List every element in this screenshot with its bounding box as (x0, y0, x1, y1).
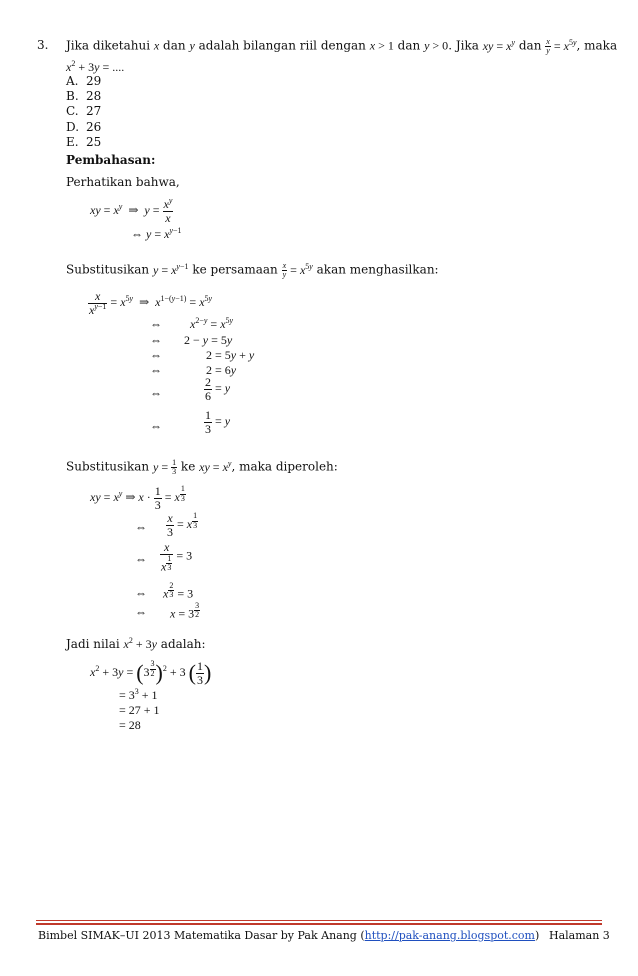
eq-block-2-rhs-7: $\frac{1}{3}$ = y (205, 408, 231, 436)
option-c: C. 27 (66, 104, 102, 119)
question-number: 3. (37, 38, 49, 52)
eq-block-3-rhs-5: x = 3 $^{\frac{3}{2}}$ (170, 601, 200, 621)
subst-1-line: Substitusikan $y = x^{y-1}$ ke persamaan $\frac{x}{y}$ = $x^{5y}$ akan menghasilkan: (66, 261, 439, 280)
question-line-1: Jika diketahui x dan y adalah bilangan riil dengan x > 1 dan y > 0. Jika xy = $x^y$ dan $\frac{x}{y}$ = $x^{5y}$, maka (66, 37, 618, 56)
final-line: Jadi nilai $x^2 + 3y$ adalah: (66, 636, 206, 651)
option-e: E. 25 (66, 134, 102, 149)
eq-block-2-rhs-3: 2 − y = 5y (184, 333, 233, 347)
footer-link[interactable]: http://pak-anang.blogspot.com (364, 929, 535, 942)
eq-block-3-rhs-2: $\frac{x}{3}$ = x $^{\frac{1}{3}}$ (167, 511, 198, 539)
eq-block-2-rhs-6: $\frac{2}{6}$ = y (205, 375, 231, 403)
solution-intro: Perhatikan bahwa, (66, 175, 180, 189)
footer-text: Bimbel SIMAK–UI 2013 Matematika Dasar by Pak Anang (http://pak-anang.blogspot.com) (38, 929, 540, 942)
eq-block-2-rhs-4: 2 = 5y + y (206, 348, 255, 362)
option-a: A. 29 (66, 74, 102, 88)
eq-block-4-line-3: = 27 + 1 (119, 703, 160, 717)
eq-block-4-line-1: $x^2 + 3y = (3$ $^{\frac{3}{2}}$ )$^2$ + 3 ( $\frac{1}{3}$ ) (90, 659, 212, 687)
footer-rule (36, 920, 602, 921)
eq-block-2-line-7: ⇔ (150, 419, 162, 433)
option-b: B. 28 (66, 89, 102, 104)
eq-block-3-line-5: ⇔ (135, 605, 147, 619)
page-number: Halaman 3 (549, 929, 610, 942)
eq-block-3-rhs-4: x $^{\frac{2}{3}}$ = 3 (163, 581, 194, 601)
eq-block-2-line-1: $\frac{x}{x^{y-1}}$ = $x^{5y}$ ⇒ $x^{1-(y-1)} = x^{5y}$ (89, 289, 213, 317)
eq-block-2-rhs-2: $x^{2-y} = x^{5y}$ (190, 316, 234, 331)
solution-heading: Pembahasan: (66, 153, 156, 167)
option-d: D. 26 (66, 119, 102, 134)
eq-block-3-rhs-3: x x $^{\frac{1}{3}}$ = 3 (161, 540, 193, 574)
eq-block-1-line-1: xy = $x^y$ ⇒ y = $\frac{x^y}{x}$ (90, 196, 173, 225)
options-list (66, 74, 101, 150)
eq-block-2-line-2: ⇔ (150, 317, 162, 331)
eq-block-4-line-2: = $3^3 + 1$ (119, 687, 158, 702)
question-line-2: $x^2 + 3y$ = .... (66, 59, 125, 74)
eq-block-3-line-3: ⇔ (135, 552, 147, 566)
eq-block-2-rhs-5: 2 = 6y (206, 363, 237, 377)
eq-block-2-line-4: ⇔ (150, 348, 162, 362)
eq-block-3-line-1: xy = $x^y$ ⇒ x · $\frac{1}{3}$ = x $^{\frac{1}{3}}$ (90, 484, 185, 512)
eq-block-2-line-5: ⇔ (150, 363, 162, 377)
footer-rule-thick (36, 923, 602, 925)
eq-block-3-line-4: ⇔ (135, 586, 147, 600)
eq-block-4-line-4: = 28 (119, 718, 141, 732)
eq-block-2-line-6: ⇔ (150, 386, 162, 400)
subst-2-line: Substitusikan y = $\frac{1}{3}$ ke xy = $x^y$, maka diperoleh: (66, 458, 338, 477)
eq-block-2-line-3: ⇔ (150, 333, 162, 347)
eq-block-3-line-2: ⇔ (135, 520, 147, 534)
eq-block-1-line-2: ⇔ $y = x^{y-1}$ (131, 226, 182, 241)
